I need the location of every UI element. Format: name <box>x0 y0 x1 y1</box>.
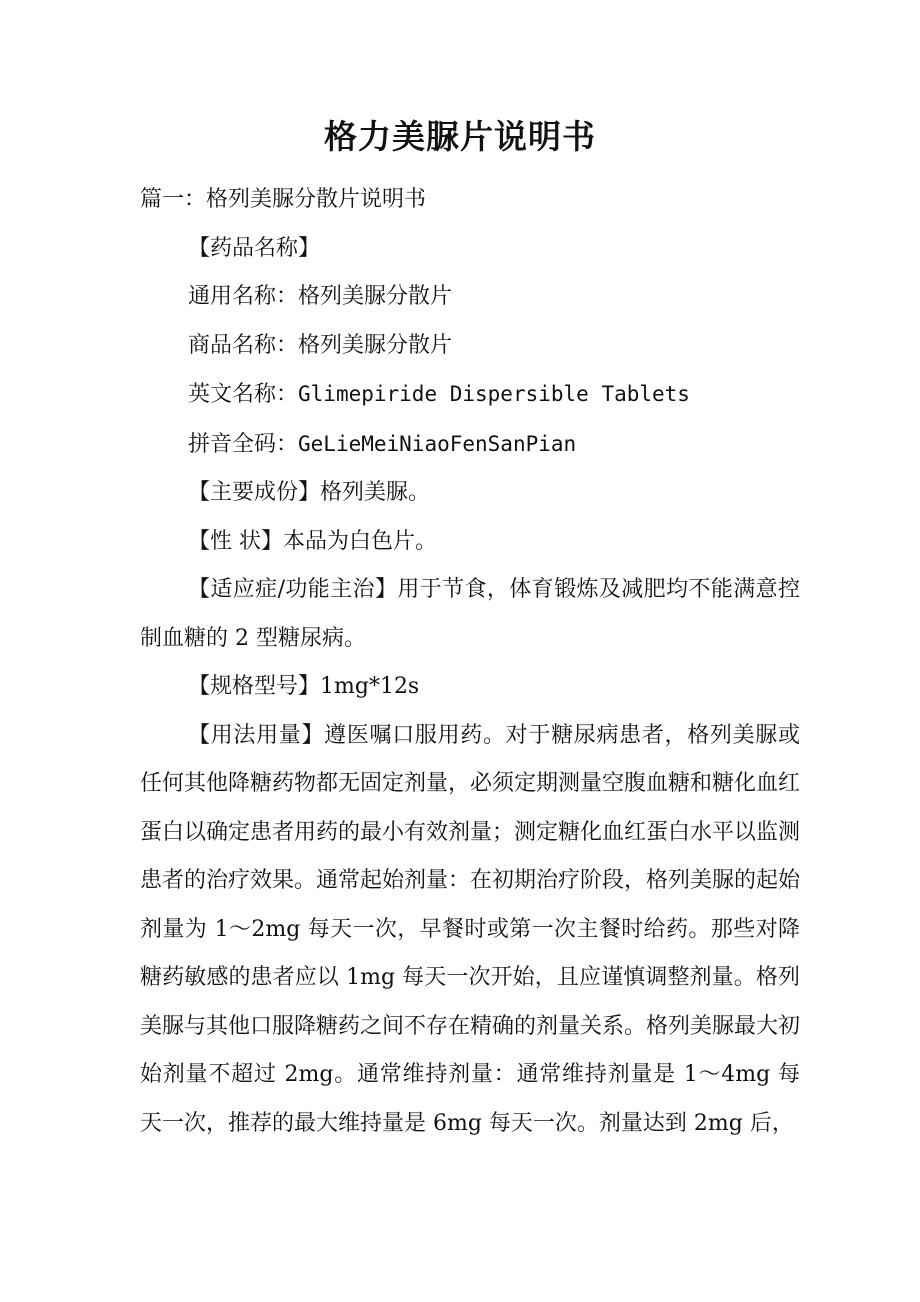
specification: 【规格型号】1mg*12s <box>188 674 420 699</box>
english-name-value: Glimepiride Dispersible Tablets <box>298 382 690 406</box>
pinyin-label: 拼音全码： <box>188 431 299 457</box>
dosage: 【用法用量】遵医嘱口服用药。对于糖尿病患者，格列美脲或任何其他降糖药物都无固定剂量，必须定期测量空腹血糖和糖化血红蛋白以确定患者用药的最小有效剂量；测定糖化血红蛋白水平以监测患者的治疗效果。通常起始剂量：在初期治疗阶段，格列美脲的起始剂量为 1～2mg 每天一次，早餐时或第一次主餐时给药。那些对降糖药敏感的患者应以 1mg 每天一次开始，且应谨慎调整剂量。格列美脲与其他口服降糖药之间不存在精确的剂量关系。格列美脲最大初始剂量不超过 2mg。通常维持剂量：通常维持剂量是 1～4mg 每天一次，推荐的最大维持量是 6mg 每天一次。剂量达到 2mg 后， <box>140 722 801 1136</box>
indications: 【适应症/功能主治】用于节食，体育锻炼及减肥均不能满意控制血糖的 2 型糖尿病。 <box>140 577 800 651</box>
english-name-label: 英文名称： <box>188 382 299 407</box>
trade-name: 商品名称：格列美脲分散片 <box>188 332 453 358</box>
appearance: 【性 状】本品为白色片。 <box>188 528 437 554</box>
pinyin-value: GeLieMeiNiaoFenSanPian <box>298 431 577 456</box>
section-heading: 篇一：格列美脲分散片说明书 <box>140 187 427 212</box>
ingredients: 【主要成份】格列美脲。 <box>188 480 431 505</box>
document-title: 格力美脲片说明书 <box>324 117 596 156</box>
drug-name-label: 【药品名称】 <box>188 235 321 261</box>
pinyin-code <box>140 420 800 470</box>
english-name <box>140 370 800 420</box>
document-body <box>140 176 800 1148</box>
generic-name: 通用名称：格列美脲分散片 <box>188 284 453 309</box>
